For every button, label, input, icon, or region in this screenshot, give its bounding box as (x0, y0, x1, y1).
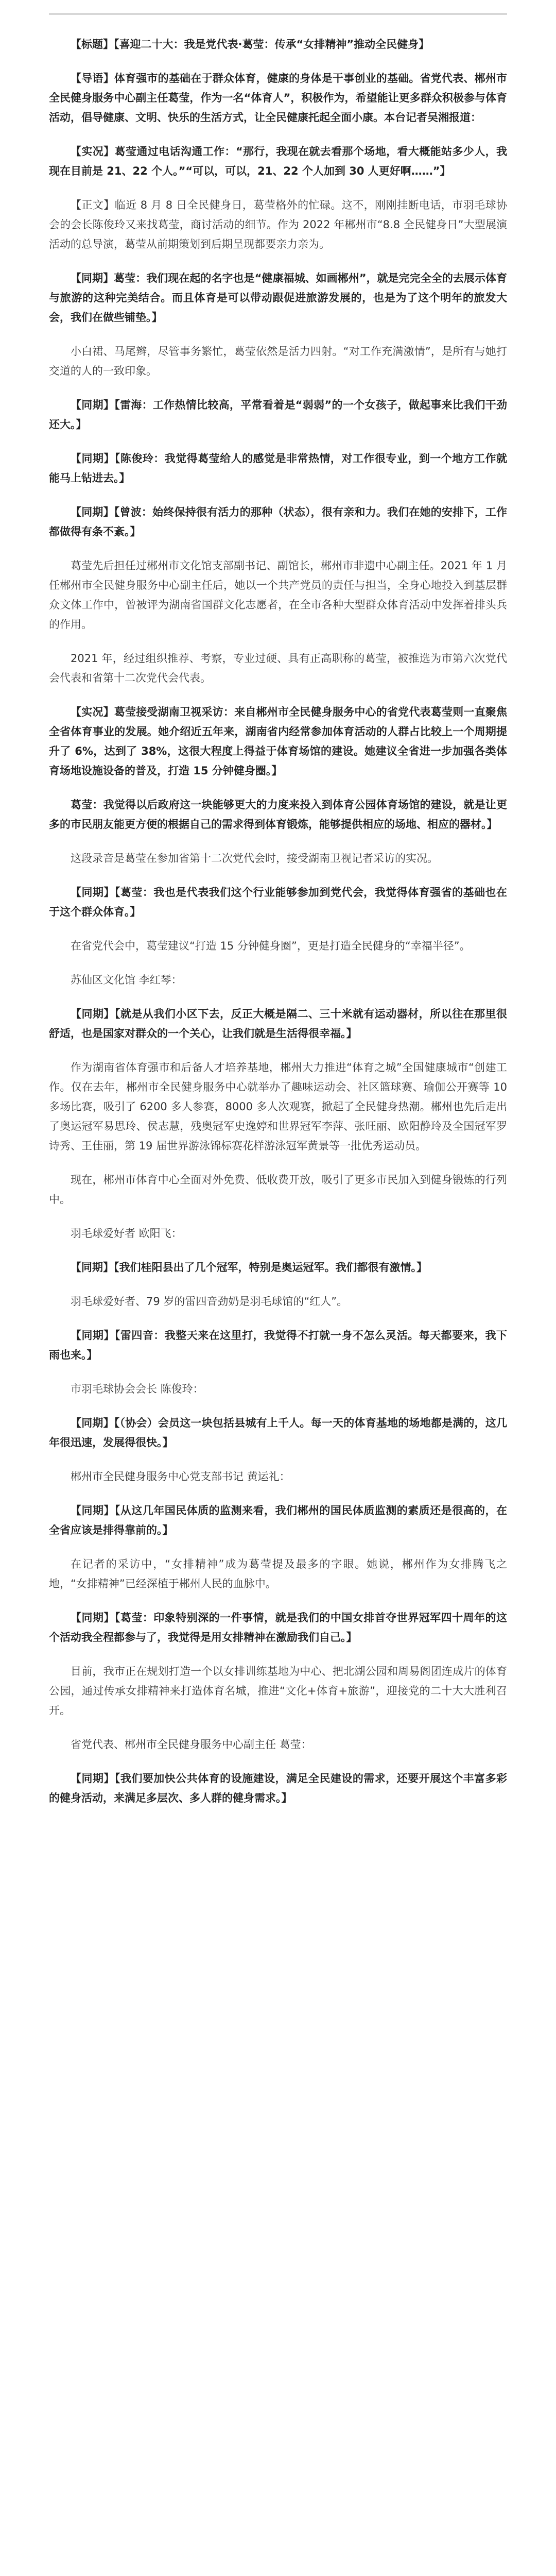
paragraph: 这段录音是葛莹在参加省第十二次党代会时，接受湖南卫视记者采访的实况。 (71, 852, 438, 865)
top-divider (49, 13, 507, 15)
paragraph: 作为湖南省体育强市和后备人才培养基地，郴州大力推进“体育之城”全国健康城市“创建工作。仅在去年，郴州市全民健身服务中心就举办了趣味运动会、社区篮球赛、瑜伽公开赛等 10 多场比赛，吸引了 6200 多人参赛，8000 多人次观赛，掀起了全民健身热潮。郴州也先后走出了奥运冠军易思玲、侯志慧，残奥冠军史逸婷和世界冠军李萍、张旺丽、欧阳静玲及全国冠军罗诗秀、王佳丽，第 19 届世界游泳锦标赛花样游泳冠军黄景等一批优秀运动员。 (49, 1061, 507, 1152)
paragraph: 【同期】【葛莹：我也是代表我们这个行业能够参加到党代会，我觉得体育强省的基础也在于这个群众体育。】 (49, 886, 507, 918)
paragraph: 【同期】【我们要加快公共体育的设施建设，满足全民建设的需求，还要开展这个丰富多彩的健身活动，来满足多层次、多人群的健身需求。】 (49, 1772, 507, 1804)
paragraph: 小白裙、马尾辫，尽管事务繁忙，葛莹依然是活力四射。“对工作充满激情”，是所有与她打交道的人的一致印象。 (49, 345, 507, 377)
article-body (49, 35, 507, 1808)
paragraph: 【实况】葛莹通过电话沟通工作：“那行，我现在就去看那个场地，看大概能站多少人，我现在目前是 21、22 个人。”“可以，可以，21、22 个人加到 30 人更好啊……”】 (49, 145, 507, 177)
paragraph: 【导语】体育强市的基础在于群众体育，健康的身体是干事创业的基础。省党代表、郴州市全民健身服务中心副主任葛莹，作为一名“体育人”，积极作为，希望能让更多群众积极参与体育活动，倡导健康、文明、快乐的生活方式，让全民健康托起全面小康。本台记者吴湘报道： (49, 72, 507, 124)
paragraph: 【同期】【葛莹：印象特别深的一件事情，就是我们的中国女排首夺世界冠军四十周年的这个活动我全程都参与了，我觉得是用女排精神在激励我们自己。】 (49, 1612, 507, 1643)
paragraph: 葛莹先后担任过郴州市文化馆支部副书记、副馆长，郴州市非遗中心副主任。2021 年 1 月任郴州市全民健身服务中心副主任后，她以一个共产党员的责任与担当，全身心地投入到基层群众文体工作中，曾被评为湖南省国群文化志愿者，在全市各种大型群众体育活动中发挥着排头兵的作用。 (49, 560, 507, 631)
paragraph: 【同期】葛莹：我们现在起的名字也是“健康福城、如画郴州”，就是完完全全的去展示体育与旅游的这种完美结合。而且体育是可以带动跟促进旅游发展的，也是为了这个明年的旅发大会，我们在做些铺垫。】 (49, 272, 507, 324)
paragraph: 【实况】葛莹接受湖南卫视采访：来自郴州市全民健身服务中心的省党代表葛莹则一直聚焦全省体育事业的发展。她介绍近五年来，湖南省内经常参加体育活动的人群占比较上一个周期提升了 6%，达到了 38%，这很大程度上得益于体育场馆的建设。她建议全省进一步加强各类体育场地设施设备的普及，打造 15 分钟健身圈。】 (49, 706, 507, 777)
paragraph: 【正文】临近 8 月 8 日全民健身日，葛莹格外的忙碌。这不，刚刚挂断电话，市羽毛球协会的会长陈俊玲又来找葛莹，商讨活动的细节。作为 2022 年郴州市“8.8 全民健身日”大型展演活动的总导演，葛莹从前期策划到后期呈现都要亲力亲为。 (49, 199, 507, 250)
paragraph: 【同期】【（协会）会员这一块包括县城有上千人。每一天的体育基地的场地都是满的，这几年很迅速，发展得很快。】 (49, 1417, 507, 1449)
paragraph: 羽毛球爱好者、79 岁的雷四音劲奶是羽毛球馆的“红人”。 (71, 1295, 348, 1308)
paragraph: 目前，我市正在规划打造一个以女排训练基地为中心、把北湖公园和周易阁团连成片的体育公园，通过传承女排精神来打造体育名城，推进“文化+体育+旅游”，迎接党的二十大大胜利召开。 (49, 1665, 507, 1717)
paragraph: 【同期】【雷海：工作热情比较高，平常看着是“弱弱”的一个女孩子，做起事来比我们干劲还大。】 (49, 399, 507, 431)
paragraph: 羽毛球爱好者 欧阳飞： (71, 1227, 182, 1240)
paragraph: 【同期】【陈俊玲：我觉得葛莹给人的感觉是非常热情，对工作很专业，到一个地方工作就能马上钻进去。】 (49, 452, 507, 484)
paragraph: 【标题】【喜迎二十大：我是党代表·葛莹：传承“女排精神”推动全民健身】 (71, 38, 430, 50)
paragraph: 省党代表、郴州市全民健身服务中心副主任 葛莹： (71, 1738, 312, 1751)
paragraph: 【同期】【就是从我们小区下去，反正大概是隔二、三十米就有运动器材，所以往在那里很舒适，也是国家对群众的一个关心，让我们就是生活得很幸福。】 (49, 1008, 507, 1040)
paragraph: 市羽毛球协会会长 陈俊玲： (71, 1383, 204, 1395)
paragraph: 现在，郴州市体育中心全面对外免费、低收费开放，吸引了更多市民加入到健身锻炼的行列中。 (49, 1174, 507, 1206)
paragraph: 在记者的采访中，“女排精神”成为葛莹提及最多的字眼。她说，郴州作为女排腾飞之地，“女排精神”已经深植于郴州人民的血脉中。 (49, 1558, 507, 1590)
paragraph: 苏仙区文化馆 李红琴： (71, 974, 182, 986)
paragraph: 在省党代会中，葛莹建议“打造 15 分钟健身圈”，更是打造全民健身的“幸福半径”。 (71, 940, 471, 952)
paragraph: 郴州市全民健身服务中心党支部书记 黄运礼： (71, 1470, 290, 1483)
paragraph: 2021 年，经过组织推荐、考察，专业过硬、具有正高职称的葛莹，被推选为市第六次党代会代表和省第十二次党代会代表。 (49, 652, 507, 684)
paragraph: 【同期】【雷四音：我整天来在这里打，我觉得不打就一身不怎么灵活。每天都要来，我下雨也来。】 (49, 1329, 507, 1361)
paragraph: 【同期】【我们桂阳县出了几个冠军，特别是奥运冠军。我们都很有激情。】 (71, 1261, 427, 1274)
paragraph: 葛莹：我觉得以后政府这一块能够更大的力度来投入到体育公园体育场馆的建设，就是让更多的市民朋友能更方便的根据自己的需求得到体育锻炼，能够提供相应的场地、相应的器材。】 (49, 799, 507, 831)
paragraph: 【同期】【曾波：始终保持很有活力的那种（状态），很有亲和力。我们在她的安排下，工作都做得有条不紊。】 (49, 506, 507, 538)
paragraph: 【同期】【从这几年国民体质的监测来看，我们郴州的国民体质监测的素质还是很高的，在全省应该是排得靠前的。】 (49, 1504, 507, 1536)
